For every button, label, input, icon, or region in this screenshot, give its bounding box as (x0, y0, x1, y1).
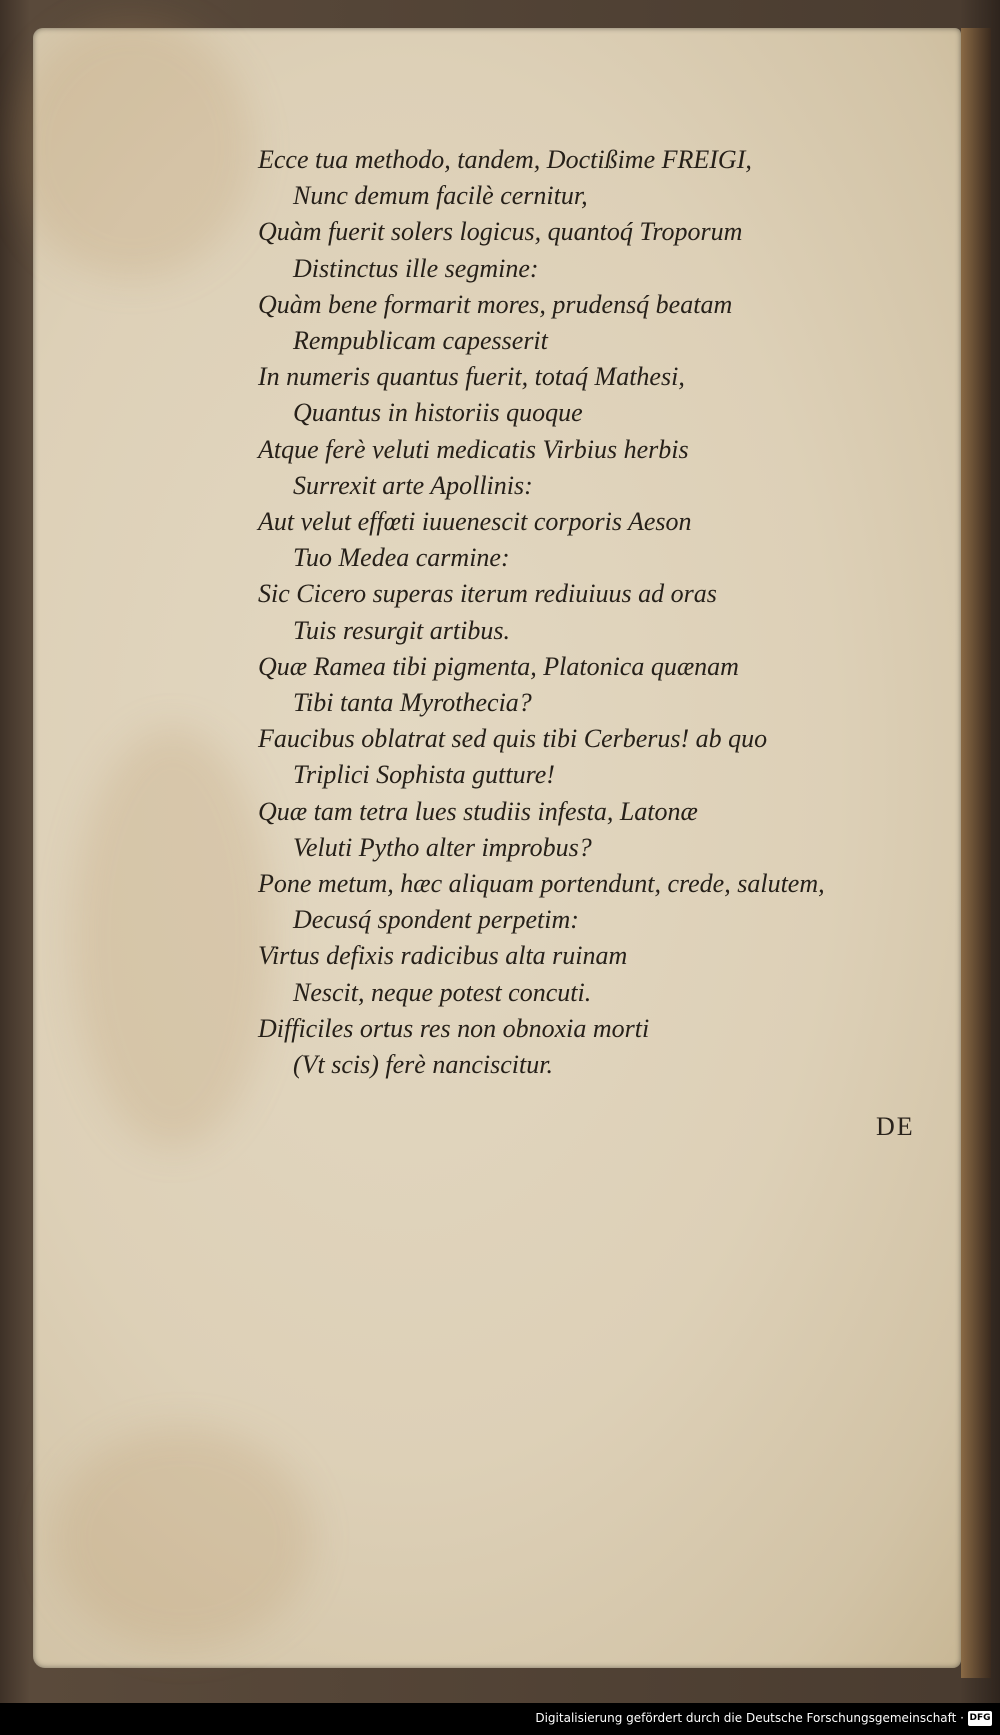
poem-line: (Vt scis) ferè nanciscitur. (293, 1050, 553, 1080)
footer-bar (0, 1703, 1000, 1735)
poem-line: Rempublicam capesserit (293, 326, 548, 356)
poem-text (258, 142, 825, 1083)
poem-line: Decusq́ spondent perpetim: (293, 905, 579, 935)
poem-line: Tuis resurgit artibus. (293, 615, 510, 645)
page-stain (73, 728, 273, 1148)
funding-credit: Digitalisierung gefördert durch die Deutsche Forschungsgemeinschaft · (535, 1711, 964, 1725)
poem-line: Faucibus oblatrat sed quis tibi Cerberus! ab quo (258, 724, 768, 754)
poem-line: Quàm bene formarit mores, prudensq́ beatam (258, 289, 733, 319)
poem-line: Nescit, neque potest concuti. (293, 977, 592, 1007)
poem-line: Virtus defixis radicibus alta ruinam (258, 941, 628, 971)
poem-line: Surrexit arte Apollinis: (293, 470, 533, 500)
poem-line: Quàm fuerit solers logicus, quantoq́ Troporum (258, 217, 743, 247)
poem-line: Nunc demum facilè cernitur, (293, 181, 588, 211)
page-stain (53, 1428, 313, 1648)
poem-line: Sic Cicero superas iterum rediuiuus ad oras (258, 579, 717, 609)
dfg-logo-icon: DFG (968, 1711, 992, 1726)
poem-line: Aut velut effœti iuuenescit corporis Aeson (258, 507, 692, 537)
poem-line: Quæ tam tetra lues studiis infesta, Latonæ (258, 796, 698, 826)
page-stain (13, 18, 253, 278)
book-edge (961, 28, 991, 1678)
poem-line: Veluti Pytho alter improbus? (293, 832, 592, 862)
poem-line: Ecce tua methodo, tandem, Doctißime FREIGI, (258, 145, 752, 174)
poem-line: Pone metum, hæc aliquam portendunt, crede, salutem, (258, 869, 825, 899)
poem-line: Tuo Medea carmine: (293, 543, 510, 573)
poem-line: Triplici Sophista gutture! (293, 760, 555, 790)
poem-line: Quantus in historiis quoque (293, 398, 583, 428)
poem-line: Distinctus ille segmine: (293, 253, 539, 283)
catchword: DE (876, 1112, 915, 1141)
poem-line: Difficiles ortus res non obnoxia morti (258, 1013, 650, 1043)
poem-line: Atque ferè veluti medicatis Virbius herbis (258, 434, 689, 464)
poem-line: Quæ Ramea tibi pigmenta, Platonica quænam (258, 651, 739, 681)
poem-line: In numeris quantus fuerit, totaq́ Mathesi, (258, 362, 685, 392)
poem-line: Tibi tanta Myrothecia? (293, 688, 532, 718)
